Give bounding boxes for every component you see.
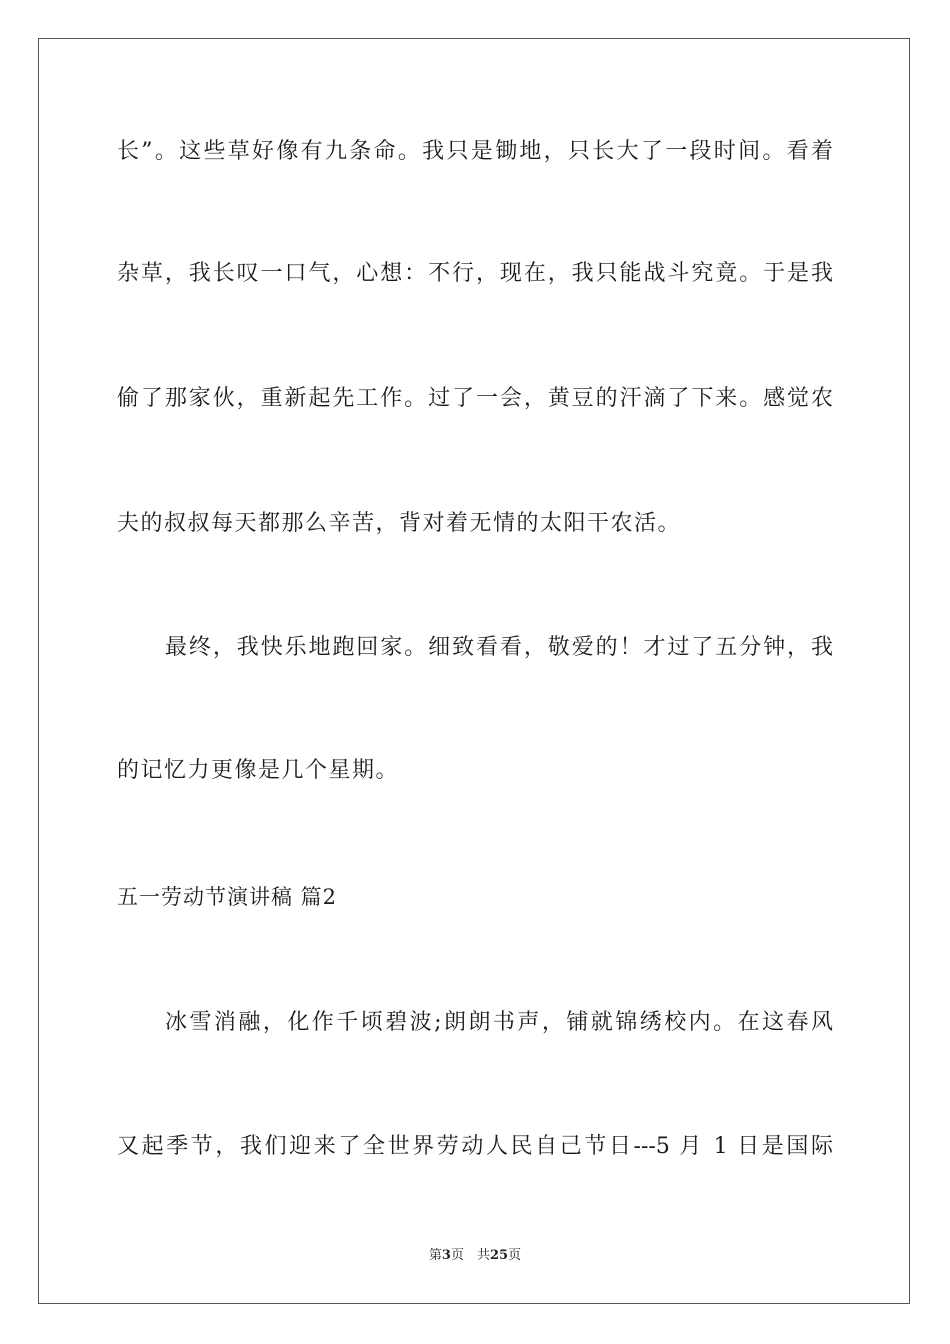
paragraph-line-6: 的记忆力更像是几个星期。 — [117, 758, 400, 783]
page-footer — [0, 1247, 950, 1265]
section-heading: 五一劳动节演讲稿 篇2 — [117, 885, 338, 909]
paragraph-line-8: 又起季节，我们迎来了全世界劳动人民自己节日---5 月 1 日是国际 — [117, 1134, 833, 1159]
page-border — [38, 38, 910, 1304]
paragraph-line-5: 最终，我快乐地跑回家。细致看看，敬爱的！才过了五分钟，我 — [165, 635, 833, 660]
current-page-number: 3 — [441, 1248, 451, 1263]
footer-middle: 页 共 — [450, 1248, 490, 1263]
footer-prefix: 第 — [428, 1248, 442, 1263]
paragraph-line-1: 长”。这些草好像有九条命。我只是锄地，只长大了一段时间。看着 — [117, 139, 833, 164]
paragraph-line-7: 冰雪消融，化作千顷碧波;朗朗书声，铺就锦绣校内。在这春风 — [165, 1010, 833, 1035]
footer-suffix: 页 — [508, 1248, 522, 1263]
paragraph-line-3: 偷了那家伙，重新起先工作。过了一会，黄豆的汗滴了下来。感觉农 — [117, 386, 833, 411]
paragraph-line-2: 杂草，我长叹一口气，心想：不行，现在，我只能战斗究竟。于是我 — [117, 261, 833, 286]
paragraph-line-4: 夫的叔叔每天都那么辛苦，背对着无情的太阳干农活。 — [117, 511, 682, 536]
total-page-number: 25 — [489, 1248, 509, 1263]
